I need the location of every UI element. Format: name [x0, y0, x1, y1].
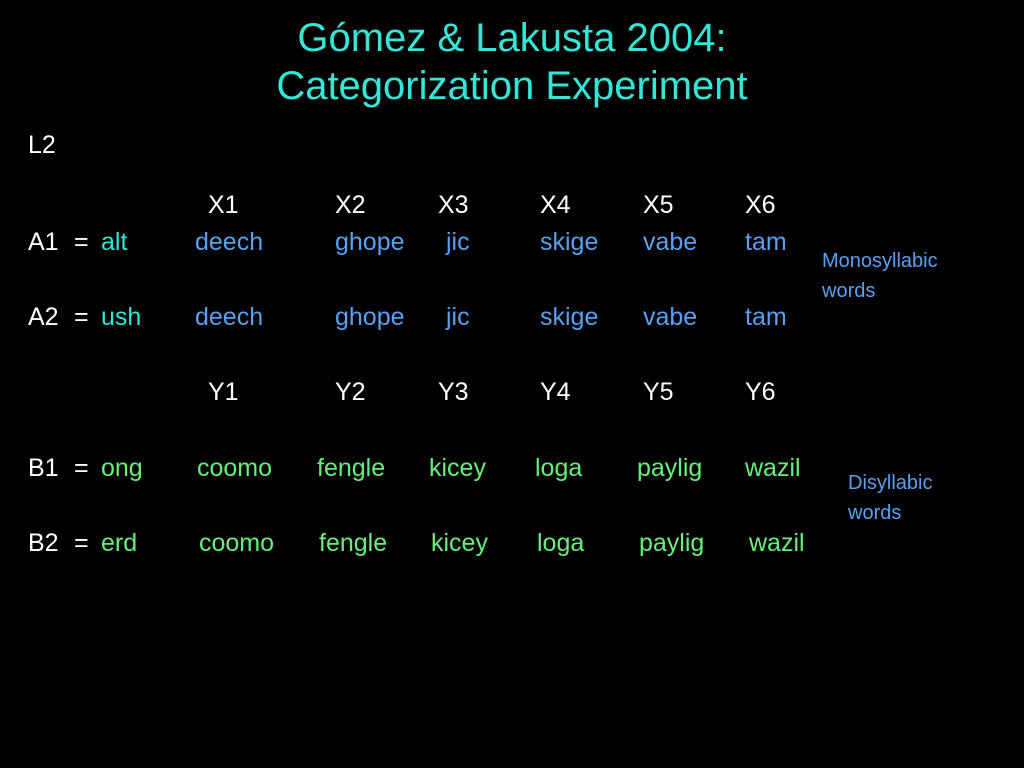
y-header-3: Y3	[438, 378, 469, 406]
row-a1-word-4: skige	[540, 228, 599, 256]
row-a2-marker: ush	[101, 303, 142, 331]
row-b2-word-6: wazil	[749, 529, 805, 557]
row-b1-word-3: kicey	[429, 454, 486, 482]
title-line-1: Gómez & Lakusta 2004:	[297, 16, 727, 60]
row-b1-equals: =	[74, 454, 89, 482]
row-b2-word-4: loga	[537, 529, 585, 557]
row-a1-equals: =	[74, 228, 89, 256]
row-b1-word-1: coomo	[197, 454, 273, 482]
y-header-4: Y4	[540, 378, 571, 406]
row-b1-label: B1	[28, 454, 59, 482]
row-a2-word-3: jic	[446, 303, 470, 331]
language-label: L2	[28, 131, 56, 159]
row-b2-equals: =	[74, 529, 89, 557]
row-a2-label: A2	[28, 303, 59, 331]
row-b2-word-1: coomo	[199, 529, 275, 557]
row-b2-word-3: kicey	[431, 529, 488, 557]
disyllabic-note-line-2: words	[848, 502, 902, 524]
monosyllabic-note-line-1: Monosyllabic	[822, 250, 938, 272]
row-b1-word-6: wazil	[745, 454, 801, 482]
row-a1-label: A1	[28, 228, 59, 256]
row-a2-word-6: tam	[745, 303, 787, 331]
row-a1-word-2: ghope	[335, 228, 405, 256]
row-a2-word-5: vabe	[643, 303, 698, 331]
row-b2-word-5: paylig	[639, 529, 705, 557]
row-a1-word-1: deech	[195, 228, 264, 256]
disyllabic-note-line-1: Disyllabic	[848, 472, 933, 494]
row-b1-word-2: fengle	[317, 454, 386, 482]
x-header-4: X4	[540, 191, 571, 219]
row-b1-word-5: paylig	[637, 454, 703, 482]
y-header-6: Y6	[745, 378, 776, 406]
x-header-2: X2	[335, 191, 366, 219]
monosyllabic-note-line-2: words	[822, 280, 876, 302]
row-a1-word-6: tam	[745, 228, 787, 256]
row-a1-marker: alt	[101, 228, 128, 256]
row-b2-word-2: fengle	[319, 529, 388, 557]
row-b1-word-4: loga	[535, 454, 583, 482]
x-header-5: X5	[643, 191, 674, 219]
x-header-6: X6	[745, 191, 776, 219]
row-a2-word-1: deech	[195, 303, 264, 331]
title-line-2: Categorization Experiment	[276, 64, 748, 108]
y-header-1: Y1	[208, 378, 239, 406]
row-a2-word-4: skige	[540, 303, 599, 331]
row-b2-marker: erd	[101, 529, 138, 557]
row-a1-word-3: jic	[446, 228, 470, 256]
row-b1-marker: ong	[101, 454, 143, 482]
row-a1-word-5: vabe	[643, 228, 698, 256]
row-b2-label: B2	[28, 529, 59, 557]
y-header-2: Y2	[335, 378, 366, 406]
x-header-3: X3	[438, 191, 469, 219]
x-header-1: X1	[208, 191, 239, 219]
row-a2-equals: =	[74, 303, 89, 331]
slide-title	[0, 14, 1024, 110]
y-header-5: Y5	[643, 378, 674, 406]
row-a2-word-2: ghope	[335, 303, 405, 331]
